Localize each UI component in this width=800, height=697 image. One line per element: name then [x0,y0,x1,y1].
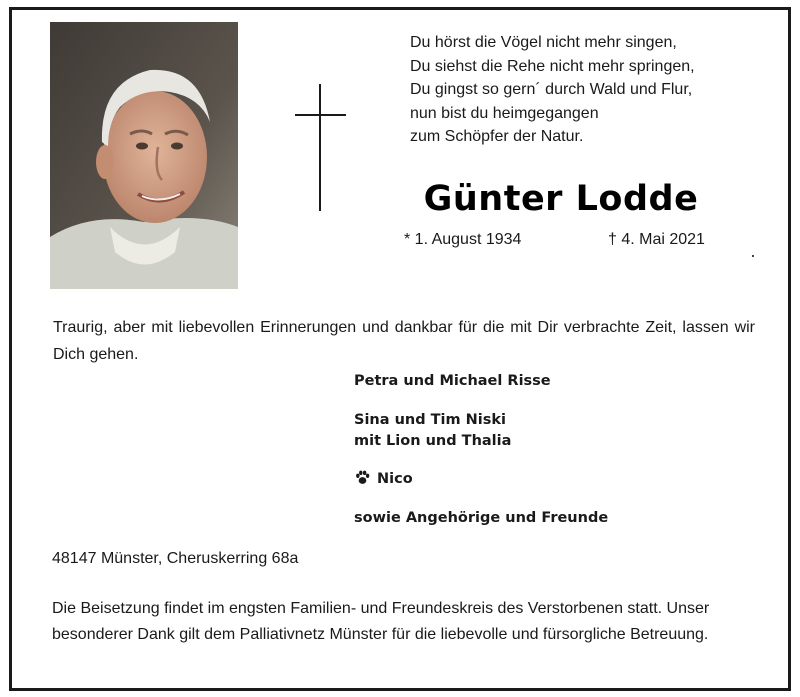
poem [410,31,695,149]
intro-text: Traurig, aber mit liebevollen Erinnerungen und dankbar für die mit Dir verbrachte Zeit, lassen wir Dich gehen. [53,319,755,363]
poem-line: Du hörst die Vögel nicht mehr singen, [410,34,677,51]
mourner-others: sowie Angehörige und Freunde [354,510,609,526]
portrait-image [50,22,238,289]
birth-date: * 1. August 1934 [404,231,522,248]
mourner-line: Sina und Tim Niski [354,412,507,428]
closing-text: Die Beisetzung findet im engsten Familien- und Freundeskreis des Verstorbenen statt. Unser besonderer Dank gilt dem Palliativnetz Münster für die liebevolle und fürsorgliche Betreuung. [52,600,710,643]
cross-icon-horizontal [295,114,346,116]
mourner-family [354,410,608,452]
mourner-pet [354,469,608,490]
deceased-name: Günter Lodde [423,179,699,219]
mourner-family: Petra und Michael Risse [354,373,551,389]
death-date: † 4. Mai 2021 [608,231,705,248]
paw-icon [354,469,371,486]
print-dot [752,255,754,257]
poem-line: Du siehst die Rehe nicht mehr springen, [410,57,695,75]
poem-line: zum Schöpfer der Natur. [410,128,584,145]
address: 48147 Münster, Cheruskerring 68a [52,550,299,567]
cross-icon-vertical [319,84,321,211]
poem-line: nun bist du heimgegangen [410,104,599,122]
portrait-photo [50,22,238,289]
poem-line: Du gingst so gern´ durch Wald und Flur, [410,81,693,98]
pet-name: Nico [377,471,413,487]
mourner-line: mit Lion und Thalia [354,433,512,449]
mourners-list [354,371,608,547]
